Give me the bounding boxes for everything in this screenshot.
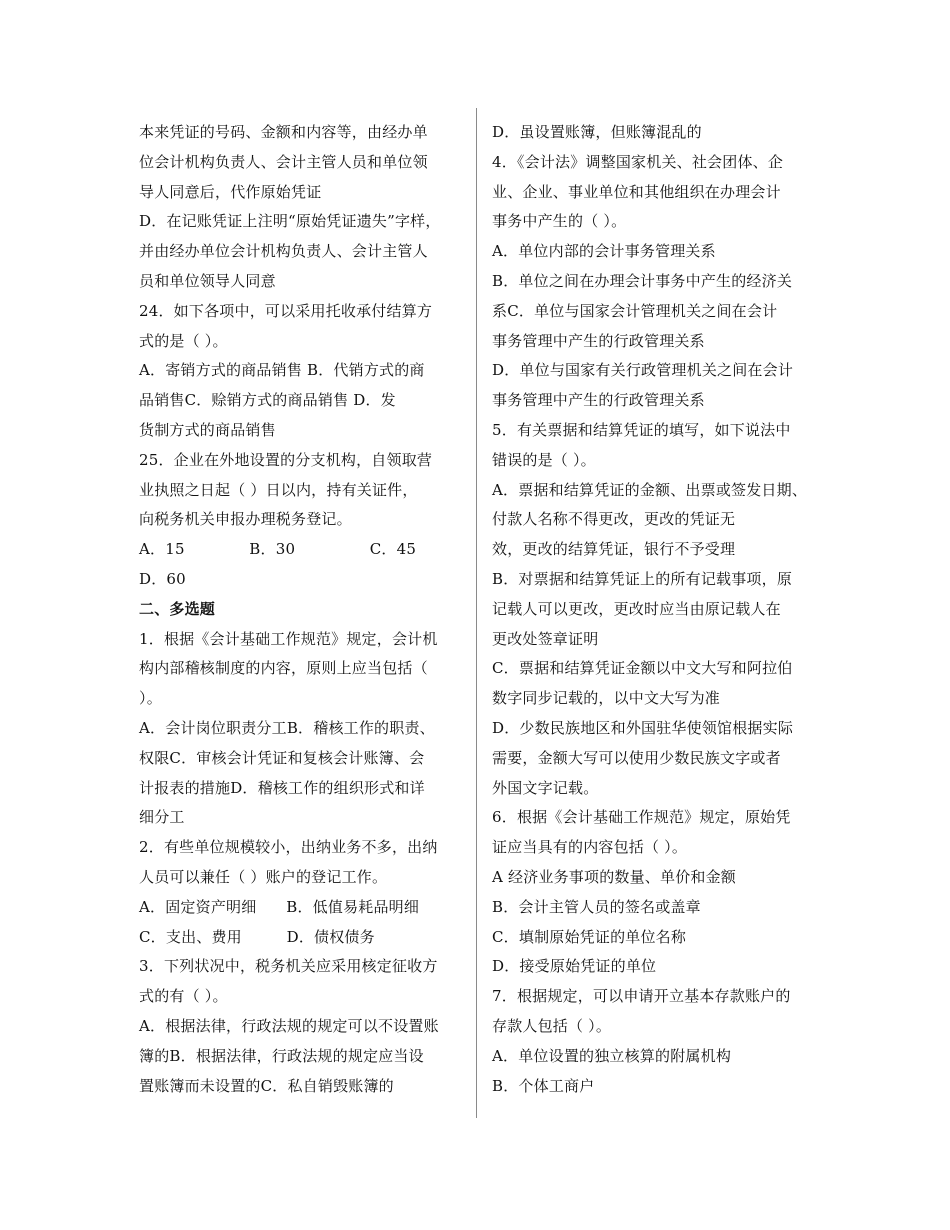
text-line: 构内部稽核制度的内容，原则上应当包括（ xyxy=(139,659,428,678)
text-line: 货制方式的商品销售 xyxy=(139,420,276,439)
text-line: D．接受原始凭证的单位 xyxy=(492,957,657,976)
text-line: 需要，金额大写可以使用少数民族文字或者 xyxy=(492,748,781,767)
text-line: A．寄销方式的商品销售 B．代销方式的商 xyxy=(139,361,425,380)
text-line: 员和单位领导人同意 xyxy=(139,271,276,290)
text-line: A 经济业务事项的数量、单价和金额 xyxy=(492,867,737,886)
text-line: B．会计主管人员的签名或盖章 xyxy=(492,897,701,916)
text-line: C．支出、费用 D．债权债务 xyxy=(139,927,375,946)
text-line: A．15 B．30 C．45 xyxy=(139,540,417,559)
text-line: 导人同意后，代作原始凭证 xyxy=(139,182,322,201)
text-line: 证应当具有的内容包括（ ）。 xyxy=(492,838,688,857)
text-line: A．票据和结算凭证的金额、出票或签发日期、 xyxy=(492,480,808,499)
text-line: 存款人包括（ ）。 xyxy=(492,1016,612,1035)
text-line: 计报表的措施D．稽核工作的组织形式和详 xyxy=(139,778,425,797)
text-line: 事务中产生的（ ）。 xyxy=(492,212,627,231)
question-7: 7．根据规定，可以申请开立基本存款账户的 xyxy=(492,987,791,1006)
text-line: 人员可以兼任（ ）账户的登记工作。 xyxy=(139,867,388,886)
question-25: 25．企业在外地设置的分支机构，自领取营 xyxy=(139,450,433,469)
text-line: 业、企业、事业单位和其他组织在办理会计 xyxy=(492,182,781,201)
text-line: A．固定资产明细 B．低值易耗品明细 xyxy=(139,897,420,916)
text-line: B．单位之间在办理会计事务中产生的经济关 xyxy=(492,271,793,290)
text-line: ）。 xyxy=(139,689,162,708)
text-line: 细分工 xyxy=(139,808,185,827)
question-4: 4．《会计法》调整国家机关、社会团体、企 xyxy=(492,152,784,171)
text-line: 簿的B．根据法律，行政法规的规定应当设 xyxy=(139,1046,424,1065)
question-1: 1．根据《会计基础工作规范》规定，会计机 xyxy=(139,629,438,648)
text-line: 向税务机关申报办理税务登记。 xyxy=(139,510,352,529)
text-line: 权限C．审核会计凭证和复核会计账簿、会 xyxy=(139,748,425,767)
text-line: 付款人名称不得更改，更改的凭证无 xyxy=(492,510,736,529)
text-line: 数字同步记载的，以中文大写为准 xyxy=(492,689,721,708)
text-line: 更改处签章证明 xyxy=(492,629,599,648)
question-3: 3．下列状况中，税务机关应采用核定征收方 xyxy=(139,957,438,976)
text-line: D．60 xyxy=(139,569,186,588)
text-line: A．单位内部的会计事务管理关系 xyxy=(492,242,716,261)
text-line: C．票据和结算凭证金额以中文大写和阿拉伯 xyxy=(492,659,793,678)
text-line: 事务管理中产生的行政管理关系 xyxy=(492,391,705,410)
question-5: 5．有关票据和结算凭证的填写，如下说法中 xyxy=(492,420,791,439)
question-24: 24．如下各项中，可以采用托收承付结算方 xyxy=(139,301,433,320)
text-line: 位会计机构负责人、会计主管人员和单位领 xyxy=(139,152,428,171)
text-line: 本来凭证的号码、金额和内容等，由经办单 xyxy=(139,123,428,141)
left-column xyxy=(139,118,464,1101)
text-line: 品销售C．赊销方式的商品销售 D．发 xyxy=(139,391,396,410)
right-column xyxy=(492,118,817,1101)
question-6: 6．根据《会计基础工作规范》规定，原始凭 xyxy=(492,808,791,827)
text-line: A．单位设置的独立核算的附属机构 xyxy=(492,1046,732,1065)
text-line: B．对票据和结算凭证上的所有记载事项，原 xyxy=(492,569,793,588)
text-line: D．少数民族地区和外国驻华使领馆根据实际 xyxy=(492,718,794,737)
text-line: 系C．单位与国家会计管理机关之间在会计 xyxy=(492,301,778,320)
text-line: 效，更改的结算凭证，银行不予受理 xyxy=(492,540,736,559)
text-line: D．在记账凭证上注明“原始凭证遗失”字样， xyxy=(139,212,441,231)
question-2: 2．有些单位规模较小，出纳业务不多，出纳 xyxy=(139,838,438,857)
text-line: 错误的是（ ）。 xyxy=(492,450,596,469)
text-line: A．会计岗位职责分工B．稽核工作的职责、 xyxy=(139,718,435,737)
text-line: C．填制原始凭证的单位名称 xyxy=(492,927,687,946)
text-line: 事务管理中产生的行政管理关系 xyxy=(492,331,705,350)
text-line: A．根据法律，行政法规的规定可以不设置账 xyxy=(139,1016,439,1035)
text-line: 并由经办单位会计机构负责人、会计主管人 xyxy=(139,242,428,261)
text-line: 外国文字记载。 xyxy=(492,778,599,797)
text-line: 业执照之日起（ ）日以内，持有关证件， xyxy=(139,480,418,499)
section-heading: 二、多选题 xyxy=(139,599,216,618)
text-line: 式的是（ ）。 xyxy=(139,331,228,350)
text-line: B．个体工商户 xyxy=(492,1076,595,1095)
text-line: D．单位与国家有关行政管理机关之间在会计 xyxy=(492,361,794,380)
column-divider xyxy=(476,108,477,1118)
text-line: D．虽设置账簿，但账簿混乱的 xyxy=(492,123,702,141)
text-line: 式的有（ ）。 xyxy=(139,987,228,1006)
text-line: 置账簿而未设置的C．私自销毁账簿的 xyxy=(139,1076,394,1095)
text-line: 记载人可以更改，更改时应当由原记载人在 xyxy=(492,599,781,618)
